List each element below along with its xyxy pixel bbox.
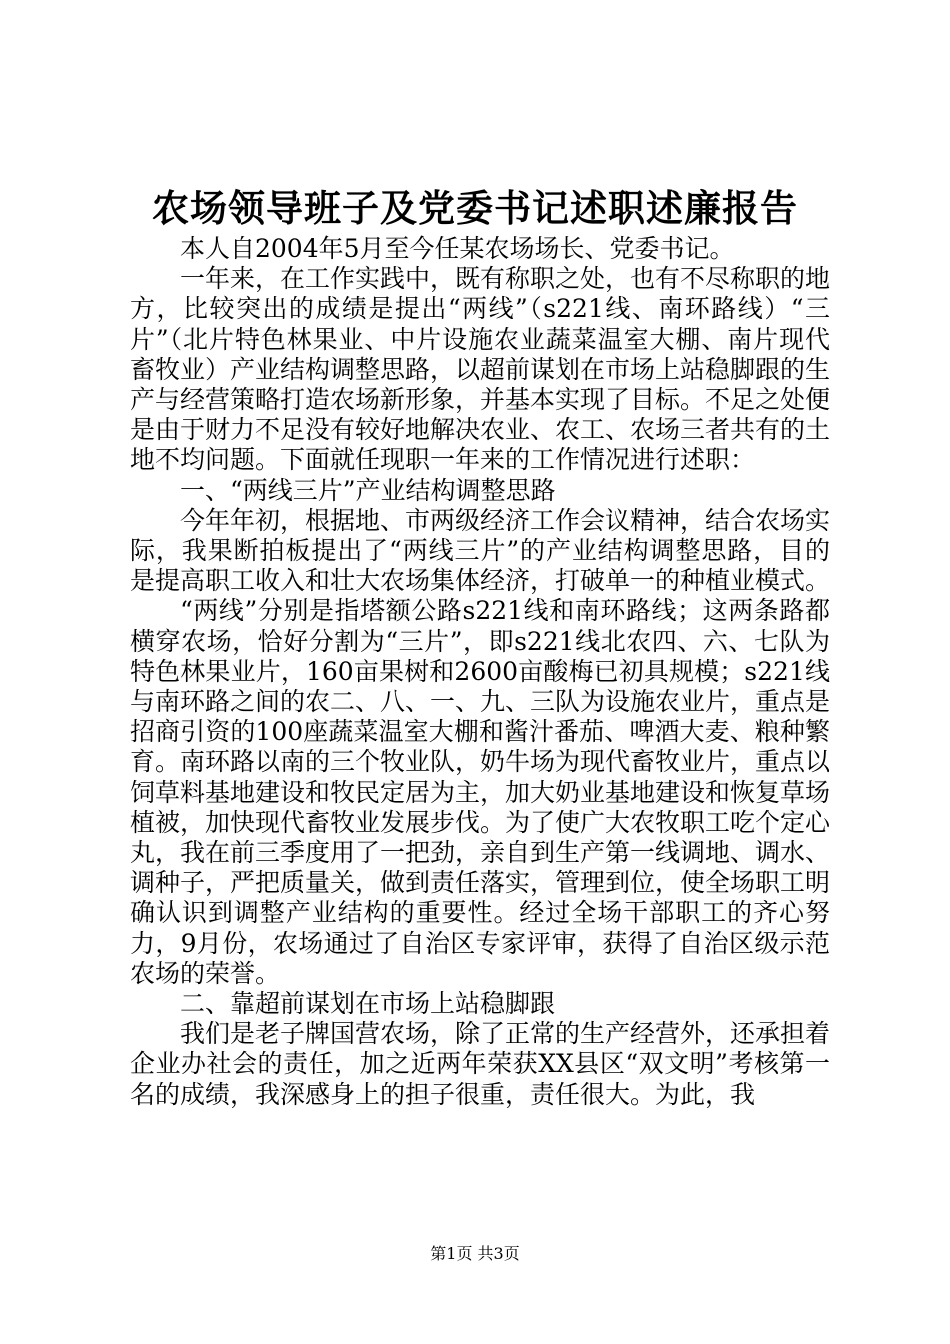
paragraph-section-1-b: “两线”分别是指塔额公路s221线和南环路线；这两条路都横穿农场，恰好分割为“三片”，即s221线北农四、六、七队为特色林果业片，160亩果树和2600亩酸梅已初具规模；s221线与南环路之间的农二、八、一、九、三队为设施农业片，重点是招商引资的100座蔬菜温室大棚和酱汁番茄、啤酒大麦、粮种繁育。南环路以南的三个牧业队，奶牛场为现代畜牧业片，重点以饲草料基地建设和牧民定居为主，加大奶业基地建设和恢复草场植被，加快现代畜牧业发展步伐。为了使广大农牧职工吃个定心丸，我在前三季度用了一把劲，亲自到生产第一线调地、调水、调种子，严把质量关，做到责任落实，管理到位，使全场职工明确认识到调整产业结构的重要性。经过全场干部职工的齐心努力，9月份，农场通过了自治区专家评审，获得了自治区级示范农场的荣誉。 bbox=[130, 596, 831, 988]
paragraph-intro: 本人自2004年5月至今任某农场场长、党委书记。 bbox=[180, 234, 735, 263]
paragraph-section-2-a: 我们是老子牌国营农场，除了正常的生产经营外，还承担着企业办社会的责任，加之近两年荣获XX县区“双文明”考核第一名的成绩，我深感身上的担子很重，责任很大。为此，我 bbox=[130, 1019, 831, 1109]
page-footer: 第1页 共3页 bbox=[430, 1244, 520, 1263]
document-body bbox=[130, 234, 830, 1110]
paragraph-section-1-a: 今年年初，根据地、市两级经济工作会议精神，结合农场实际，我果断拍板提出了“两线三片”的产业结构调整思路，目的是提高职工收入和壮大农场集体经济，打破单一的种植业模式。 bbox=[130, 505, 831, 596]
section-heading-2: 二、靠超前谋划在市场上站稳脚跟 bbox=[180, 989, 556, 1019]
section-heading-1: 一、“两线三片”产业结构调整思路 bbox=[180, 475, 556, 505]
document-title: 农场领导班子及党委书记述职述廉报告 bbox=[152, 186, 798, 230]
paragraph-summary: 一年来，在工作实践中，既有称职之处，也有不尽称职的地方，比较突出的成绩是提出“两线”（s221线、南环路线）“三片”（北片特色林果业、中片设施农业蔬菜温室大棚、南片现代畜牧业）产业结构调整思路，以超前谋划在市场上站稳脚跟的生产与经营策略打造农场新形象，并基本实现了目标。不足之处便是由于财力不足没有较好地解决农业、农工、农场三者共有的土地不均问题。下面就任现职一年来的工作情况进行述职： bbox=[130, 264, 831, 475]
